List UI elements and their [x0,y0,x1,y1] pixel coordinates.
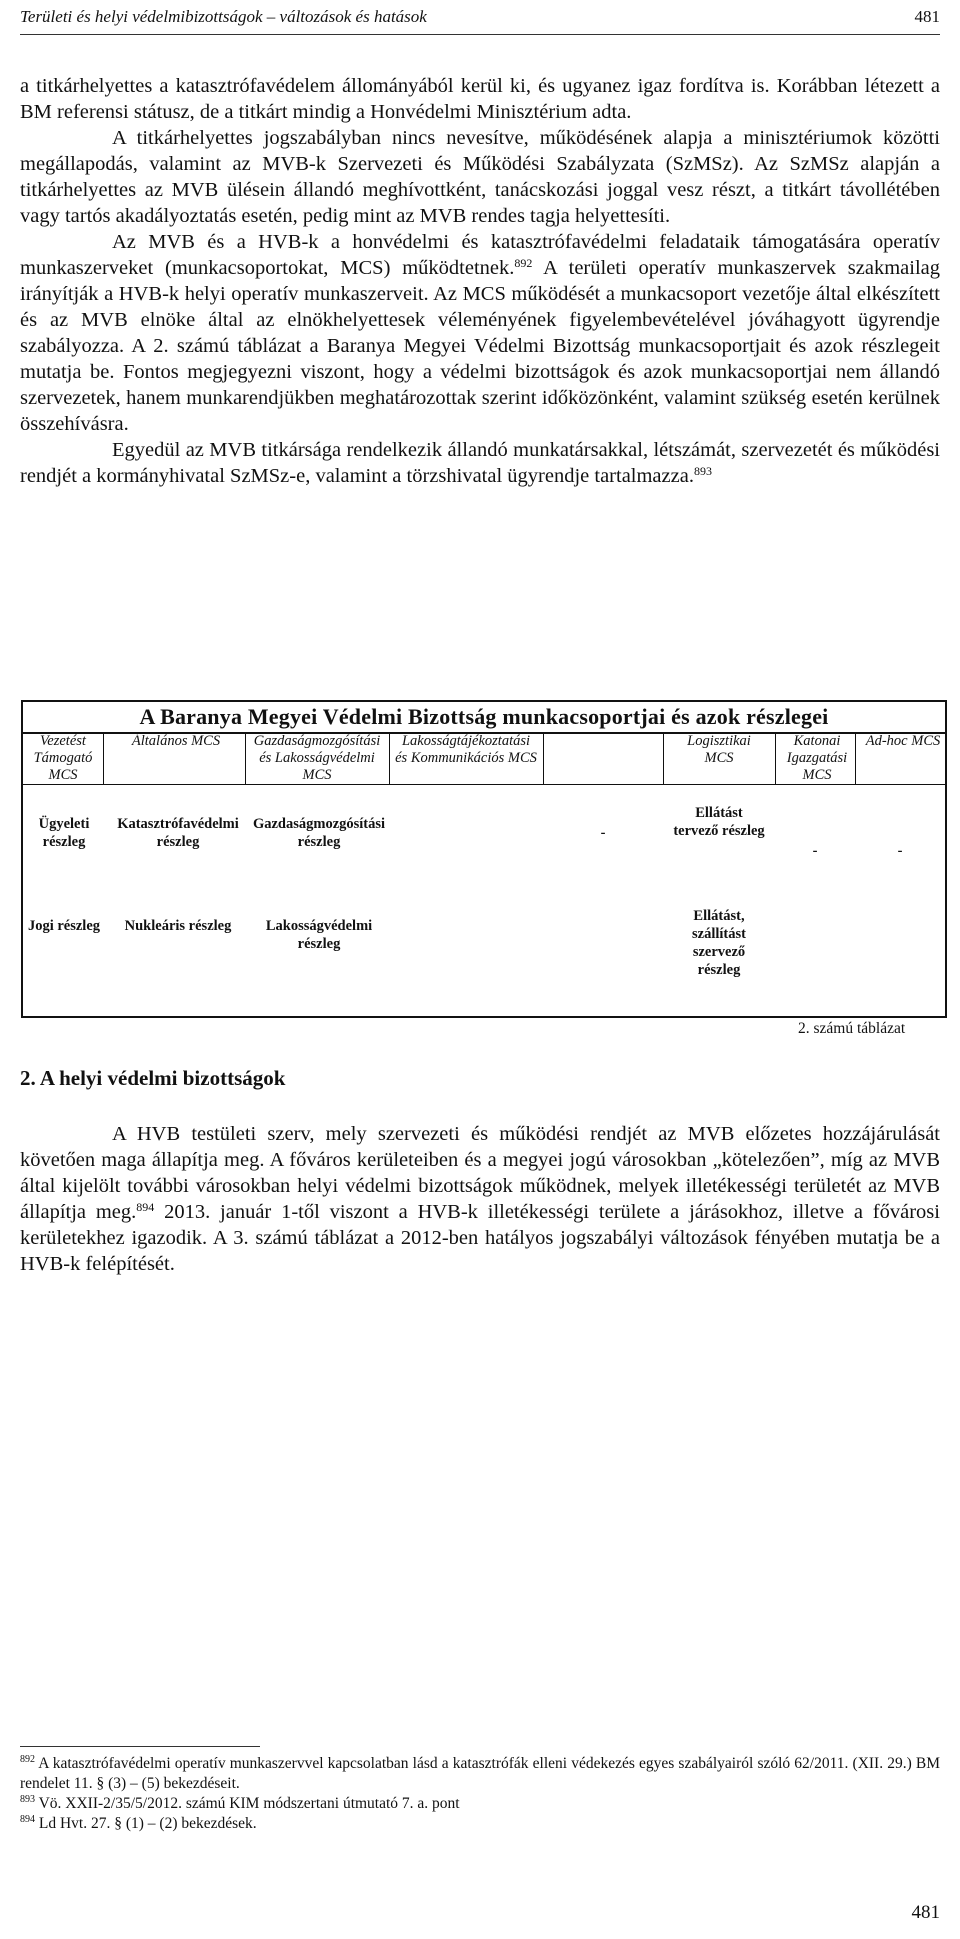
column-divider [775,732,776,784]
mvb-workgroups-table [21,700,947,1018]
footnotes [20,1754,940,1834]
table-cell: Jogi részleg [27,918,101,934]
table-cell: - [600,825,606,841]
footnote-ref-892[interactable]: 892 [514,256,533,270]
footnote-text: A katasztrófavédelmi operatív munkaszervvel kapcsolatban lásd a katasztrófák elleni védekezés egyes szabályairól szóló 62/2011. (XII. 29.) BM rendelet 11. § (3) – (5) bekezdéseit. [20,1755,940,1792]
footnote-separator [20,1746,260,1747]
table-title: A Baranya Megyei Védelmi Bizottság munkacsoportjai és azok részlegei [139,704,829,729]
paragraph-3-part-a: Az MVB és a HVB-k a honvédelmi és katasztrófavédelmi feladataik támogatására operatív munkaszerveket (munkacsoportokat, MCS) működtetnek. [20,231,940,279]
table-cell: Lakosságvédelmi részleg [265,918,373,952]
footnote-number: 893 [20,1794,35,1805]
paragraph-4-text: Egyedül az MVB titkársága rendelkezik állandó munkatársakkal, létszámát, szervezetét és működési rendjét a kormányhivatal SzMSz-e, valamint a törzshivatal ügyrendje tartalmazza. [20,439,940,487]
footnote-number: 894 [20,1814,35,1825]
footnote-ref-893[interactable]: 893 [693,464,712,478]
section-paragraph-part-b: 2013. január 1-től viszont a HVB-k illetékességi területe a járásokhoz, illetve a fővárosi kerületekhez igazodik. A 3. számú táblázat a 2012-ben hatályos jogszabályi változások fényében mutatja be a HVB-k felépítését. [20,1201,940,1275]
column-header: Logisztikai MCS [687,733,751,766]
column-header: Ad-hoc MCS [865,733,941,749]
table-cell: Katasztrófavédelmi részleg [117,816,239,850]
table-cell: Nukleáris részleg [124,918,232,934]
table-caption: 2. számú táblázat [798,1020,906,1037]
column-header: Katonai Igazgatási MCS [786,733,848,783]
body-text [20,73,940,489]
table-cell: Ellátást tervező részleg [673,805,765,839]
column-header: Gazdaságmozgósítási és Lakosságvédelmi MCS [253,733,381,783]
column-header: Általános MCS [131,733,221,749]
paragraph-2: A titkárhelyettes jogszabályban nincs nevesítve, működésének alapja a minisztériumok közötti megállapodás, valamint az MVB-k Szervezeti és Működési Szabályzata (SzMSz). Az SzMSz alapján a titkárhelyettes az MVB ülésein állandó meghívottként, tanácskozási joggal vesz részt, a titkárt távollétében vagy tartós akadályoztatás esetén, pedig mint az MVB rendes tagja helyettesíti. [20,127,940,227]
footnote-text: Vö. XXII-2/35/5/2012. számú KIM módszertani útmutató 7. a. pont [35,1795,460,1812]
footnote-ref-894[interactable]: 894 [136,1200,155,1214]
header-page-number: 481 [914,7,940,26]
footnote-number: 892 [20,1754,35,1765]
paragraph-1: a titkárhelyettes a katasztrófavédelem állományából kerül ki, és ugyanez igaz fordítva is. Korábban létezett a BM referensi státusz, de a titkárt mindig a Honvédelmi Minisztérium adta. [20,75,940,123]
paragraph-3-part-b: A területi operatív munkaszervek szakmailag irányítják a HVB-k helyi operatív munkaszerveit. Az MCS működését a munkacsoport vezetője által elkészített és az MVB elnöke által az elnökhelyettesek véleményének figyelembevételével jóváhagyott ügyrendje szabályozza. A 2. számú táblázat a Baranya Megyei Védelmi Bizottság munkacsoportjait és azok részlegeit mutatja be. Fontos megjegyezni viszont, hogy a védelmi bizottságok és azok munkacsoportjai nem állandó szervezetek, hanem munkarendjükben meghatározottak szerint időközönként, valamint szükség esetén kerülnek összehívásra. [20,257,940,435]
section-title: 2. A helyi védelmi bizottságok [20,1066,286,1090]
section-paragraph [20,1121,940,1277]
table-cell: Ügyeleti részleg [38,816,90,850]
paragraph-4 [20,437,940,489]
paragraph-3 [20,229,940,437]
column-divider [103,732,104,784]
table-cell: - [812,843,818,859]
footnote-894 [20,1814,940,1834]
running-title: Területi és helyi védelmibizottságok – változások és hatások [20,7,427,26]
table-cell: - [897,843,903,859]
section-body [20,1121,940,1277]
footnote-892 [20,1754,940,1794]
footnote-text: Ld Hvt. 27. § (1) – (2) bekezdések. [35,1815,257,1832]
column-divider [389,732,390,784]
table-cell: Gazdaságmozgósítási részleg [252,816,386,850]
table-cell: Ellátást, szállítást szervező részleg [692,908,746,978]
column-divider [663,732,664,784]
column-divider [245,732,246,784]
footer-page-number: 481 [911,1902,940,1923]
footnote-893 [20,1794,940,1814]
column-header: Lakosságtájékoztatási és Kommunikációs MCS [395,733,537,766]
column-divider [855,732,856,784]
column-header: Vezetést Támogató MCS [33,733,93,783]
section-paragraph-part-a: A HVB testületi szerv, mely szervezeti és működési rendjét az MVB előzetes hozzájárulását követően maga állapítja meg. A főváros kerületeiben és a megyei jogú városokban „kötelezően”, míg az MVB által kijelölt további városokban helyi védelmi bizottságok működnek, melyek illetékességi területét az MVB állapítja meg. [20,1123,940,1223]
column-divider [543,732,544,784]
page-header [20,0,940,35]
